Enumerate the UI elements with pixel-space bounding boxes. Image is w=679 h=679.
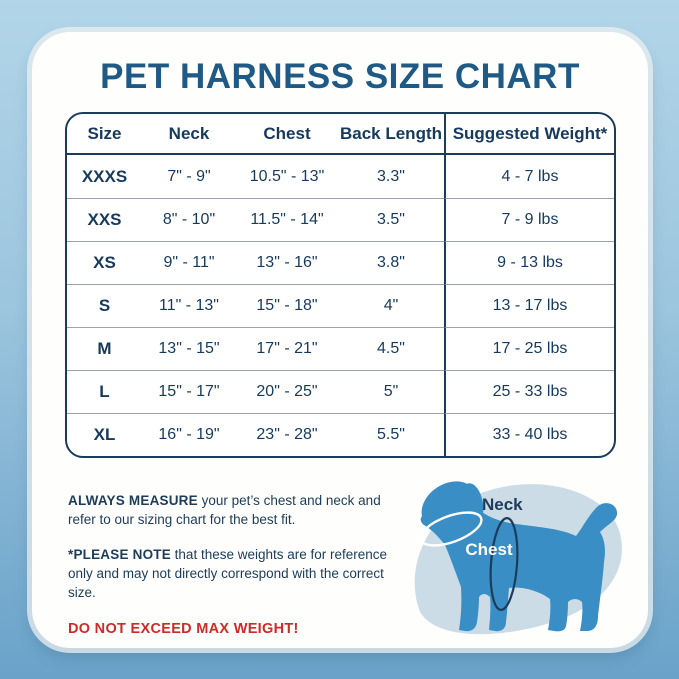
cell-weight: 17 - 25 lbs	[444, 327, 614, 370]
cell-weight: 7 - 9 lbs	[444, 198, 614, 241]
cell-size: XXXS	[81, 166, 128, 186]
cell-size: S	[67, 284, 142, 327]
table-row	[67, 198, 614, 241]
cell-size: XL	[67, 413, 142, 456]
cell-size: XS	[67, 241, 142, 284]
cell-back-length: 3.5"	[338, 198, 444, 241]
cell-back-length: 4.5"	[338, 327, 444, 370]
header-neck: Neck	[142, 114, 236, 155]
page-title: PET HARNESS SIZE CHART	[100, 57, 580, 96]
cell-back-length: 5"	[338, 370, 444, 413]
cell-weight: 13 - 17 lbs	[444, 284, 614, 327]
header-back-length: Back Length	[338, 114, 444, 155]
cell-chest: 10.5" - 13"	[249, 167, 325, 185]
footnotes	[68, 492, 402, 656]
cell-neck: 13" - 15"	[142, 327, 236, 370]
cell-size: M	[67, 327, 142, 370]
cell-chest: 20" - 25"	[236, 370, 338, 413]
cell-size: L	[67, 370, 142, 413]
table-row	[67, 370, 614, 413]
cell-back-length: 4"	[338, 284, 444, 327]
size-chart-table	[65, 112, 616, 458]
cell-neck: 7" - 9"	[167, 167, 211, 185]
cell-weight: 9 - 13 lbs	[444, 241, 614, 284]
cell-neck: 15" - 17"	[142, 370, 236, 413]
table-row	[67, 241, 614, 284]
please-note-text: that these weights are for reference only and may not directly correspond with the correct size.	[68, 547, 388, 600]
table-row	[67, 284, 614, 327]
table-header-row	[67, 114, 614, 155]
cell-chest: 15" - 18"	[236, 284, 338, 327]
header-chest: Chest	[236, 114, 338, 155]
cell-chest: 11.5" - 14"	[236, 198, 338, 241]
header-size: Size	[67, 114, 142, 155]
header-suggested-weight: Suggested Weight*	[444, 114, 614, 155]
neck-label: Neck	[482, 495, 523, 514]
dog-measurement-diagram	[392, 454, 647, 644]
cell-chest: 17" - 21"	[236, 327, 338, 370]
please-note-lead: *PLEASE NOTE	[68, 547, 171, 563]
cell-back-length: 3.3"	[377, 167, 405, 185]
max-weight-warning: DO NOT EXCEED MAX WEIGHT!	[68, 621, 299, 638]
cell-back-length: 3.8"	[338, 241, 444, 284]
chest-label: Chest	[465, 540, 513, 559]
table-row	[67, 413, 614, 456]
measure-note	[68, 492, 402, 529]
cell-neck: 11" - 13"	[142, 284, 236, 327]
cell-neck: 9" - 11"	[142, 241, 236, 284]
cell-chest: 23" - 28"	[236, 413, 338, 456]
cell-weight: 4 - 7 lbs	[444, 155, 614, 198]
cell-neck: 16" - 19"	[142, 413, 236, 456]
measure-note-lead: ALWAYS MEASURE	[68, 493, 198, 508]
table-row	[67, 155, 614, 198]
cell-size: XXS	[67, 198, 142, 241]
cell-weight: 33 - 40 lbs	[444, 413, 614, 456]
please-note	[68, 546, 402, 602]
chart-card	[32, 32, 648, 648]
cell-back-length: 5.5"	[338, 413, 444, 456]
cell-neck: 8" - 10"	[142, 198, 236, 241]
measure-note-text: your pet’s chest and neck and refer to our sizing chart for the best fit.	[68, 493, 381, 527]
cell-chest: 13" - 16"	[236, 241, 338, 284]
table-row	[67, 327, 614, 370]
cell-weight: 25 - 33 lbs	[444, 370, 614, 413]
